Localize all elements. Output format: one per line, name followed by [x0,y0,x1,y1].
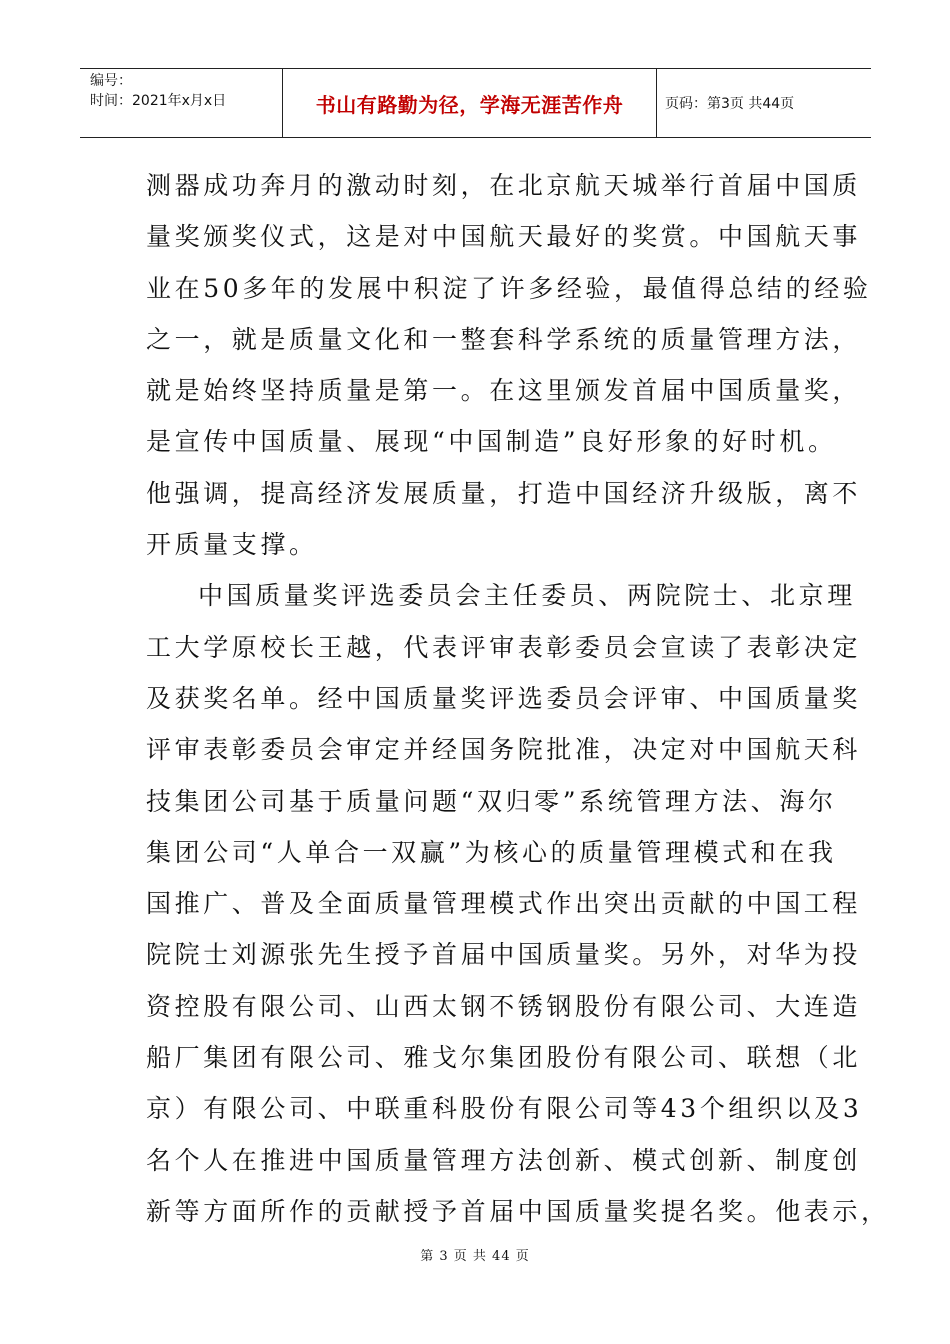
number-label: 编号： [90,73,132,89]
body-line: 院院士刘源张先生授予首届中国质量奖。另外，对华为投 [146,940,862,970]
body-line: 就是始终坚持质量是第一。在这里颁发首届中国质量奖， [146,376,862,406]
body-text [146,160,890,1237]
document-header [80,68,871,138]
header-motto: 书山有路勤为径，学海无涯苦作舟 [283,69,657,137]
header-meta [80,69,283,137]
body-line: 工大学原校长王越，代表评审表彰委员会宣读了表彰决定 [146,632,862,662]
body-line: 船厂集团有限公司、雅戈尔集团股份有限公司、联想（北 [146,1043,862,1073]
body-line: 京）有限公司、中联重科股份有限公司等43个组织以及3 [146,1094,863,1124]
body-line: 量奖颁奖仪式，这是对中国航天最好的奖赏。中国航天事 [146,222,862,252]
body-line: 开质量支撑。 [146,530,318,560]
body-line: 是宣传中国质量、展现“中国制造”良好形象的好时机。 [146,427,837,457]
body-line: 国推广、普及全面质量管理模式作出突出贡献的中国工程 [146,889,862,919]
body-line: 他强调，提高经济发展质量，打造中国经济升级版，离不 [146,478,862,508]
page-footer: 第 3 页 共 44 页 [420,1249,530,1264]
body-line: 新等方面所作的贡献授予首届中国质量奖提名奖。他表示， [146,1196,890,1226]
body-line: 及获奖名单。经中国质量奖评选委员会评审、中国质量奖 [146,683,862,713]
body-line: 资控股有限公司、山西太钢不锈钢股份有限公司、大连造 [146,991,862,1021]
body-line-paragraph-start: 中国质量奖评选委员会主任委员、两院院士、北京理 [198,581,856,611]
body-line: 名个人在推进中国质量管理方法创新、模式创新、制度创 [146,1145,862,1175]
body-line: 评审表彰委员会审定并经国务院批准，决定对中国航天科 [146,735,862,765]
time-label: 时间：2021年x月x日 [90,93,227,109]
body-line: 测器成功奔月的激动时刻，在北京航天城举行首届中国质 [146,171,862,200]
body-line: 集团公司“人单合一双赢”为核心的质量管理模式和在我 [146,837,837,867]
body-line: 之一，就是质量文化和一整套科学系统的质量管理方法， [146,324,862,354]
body-line: 技集团公司基于质量问题“双归零”系统管理方法、海尔 [146,786,837,816]
header-page-label: 页码：第3页 共44页 [665,96,795,112]
body-line: 业在50多年的发展中积淀了许多经验，最值得总结的经验 [146,273,872,303]
